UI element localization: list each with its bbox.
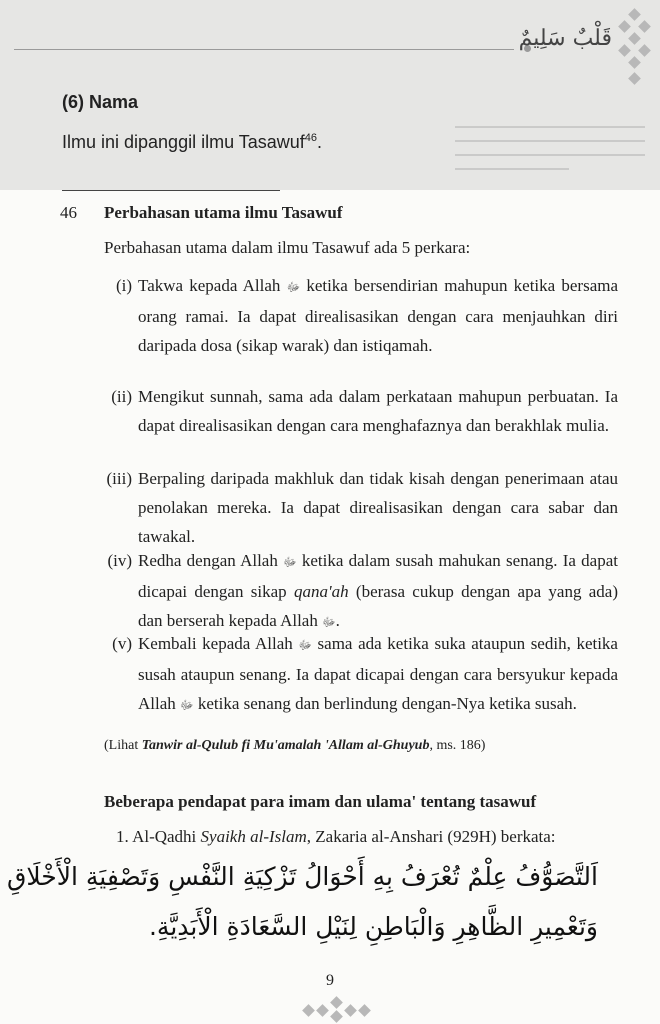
corner-ornament xyxy=(614,10,654,90)
list-item-text: Berpaling daripada makhluk dan tidak kisah dengan penerimaan atau penolakan mereka. Ia dapat direalisasikan dengan cara sabar dan tawakal. xyxy=(138,469,618,546)
previous-page-band xyxy=(0,0,660,190)
footnote-divider xyxy=(62,190,280,191)
footnote-intro: Perbahasan utama dalam ilmu Tasawuf ada 5 perkara: xyxy=(104,238,471,257)
honorific-icon: ﷻ xyxy=(298,638,312,652)
bottom-ornament xyxy=(300,992,364,1024)
list-item-number: (iv) xyxy=(107,551,132,570)
footnote-ref[interactable]: 46 xyxy=(304,132,318,144)
list-item-number: (iii) xyxy=(106,469,132,488)
honorific-icon: ﷻ xyxy=(180,698,194,712)
header-rule xyxy=(14,49,514,50)
list-item-text: Redha dengan Allah ﷻ ketika dalam susah mahukan senang. Ia dapat dicapai dengan sikap qana'ah (berasa cukup dengan apa yang ada) dan berserah kepada Allah ﷻ. xyxy=(138,551,619,630)
list-item-number: (ii) xyxy=(111,387,132,406)
bleed-through-text xyxy=(455,126,645,184)
list-item-text: Mengikut sunnah, sama ada dalam perkataan mahupun perbuatan. Ia dapat direalisasikan dengan cara menghafaznya dan berakhlak mulia. xyxy=(138,387,618,435)
honorific-icon: ﷻ xyxy=(283,555,297,569)
running-title-arabic: قَلْبٌ سَلِيمٌ xyxy=(518,26,612,51)
honorific-icon: ﷻ xyxy=(286,280,301,294)
list-item-number: (i) xyxy=(115,276,132,295)
opinion-item: 1. Al-Qadhi Syaikh al-Islam, Zakaria al-Anshari (929H) berkata: xyxy=(116,827,556,846)
list-item-text: Kembali kepada Allah ﷻ sama ada ketika suka ataupun sedih, ketika susah ataupun senang. Ia dapat dicapai dengan cara bersyukur kepada Allah ﷻ ketika senang dan berlindung dengan-Nya ketika susah. xyxy=(138,634,618,713)
page-number: 9 xyxy=(326,972,334,989)
subheading: Beberapa pendapat para imam dan ulama' tentang tasawuf xyxy=(104,792,537,811)
section-text: Ilmu ini dipanggil ilmu Tasawuf$^{46}$. xyxy=(62,132,323,152)
arabic-quote-line: اَلتَّصَوُّفُ عِلْمٌ تُعْرَفُ بِهِ أَحْوَالُ تَزْكِيَةِ النَّفْسِ وَتَصْفِيَةِ الْأَخْلَاقِ xyxy=(6,862,598,891)
footnote-number: 46 xyxy=(60,203,77,222)
arabic-quote-line: وَتَعْمِيرِ الظَّاهِرِ وَالْبَاطِنِ لِنَيْلِ السَّعَادَةِ الْأَبَدِيَّةِ. xyxy=(148,912,598,941)
footnote-heading: Perbahasan utama ilmu Tasawuf xyxy=(104,203,343,222)
list-item-text: Takwa kepada Allah ﷻ ketika bersendirian mahupun ketika bersama orang ramai. Ia dapat direalisasikan dengan cara menjauhkan diri daripada dosa (sikap warak) dan istiqamah. xyxy=(138,276,619,355)
list-item-number: (v) xyxy=(112,634,132,653)
honorific-icon: ﷻ xyxy=(322,615,336,629)
source-citation: (Lihat Tanwir al-Qulub fi Mu'amalah 'Allam al-Ghuyub, ms. 186) xyxy=(104,738,486,753)
section-title: (6) Nama xyxy=(62,92,139,112)
